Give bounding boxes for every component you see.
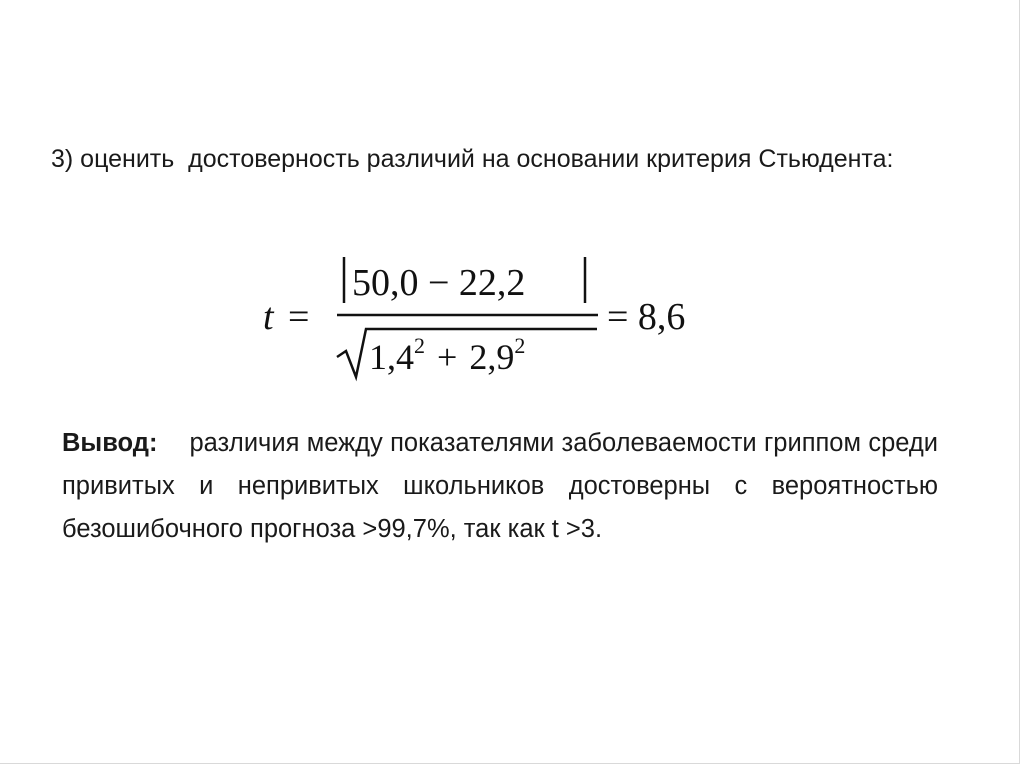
formula-result: = 8,6: [607, 296, 686, 338]
radicand: [369, 333, 525, 377]
radicand-plus: +: [437, 337, 458, 377]
conclusion-label: Вывод:: [62, 429, 158, 457]
task-heading: 3) оценить достоверность различий на основании критерия Стьюдента:: [51, 145, 894, 173]
radicand-term1-exp: 2: [414, 333, 425, 358]
conclusion-text: различия между показателями заболеваемости гриппом среди привитых и непривитых школьников достоверны с вероятностью безошибочного прогноза >99,7%, так как t >3.: [62, 429, 938, 543]
formula-equals-sign: =: [288, 296, 310, 338]
formula-graphic: [255, 245, 735, 390]
formula-t-symbol: t: [263, 296, 274, 338]
student-t-formula: [255, 245, 735, 390]
radicand-term2-base: 2,9: [469, 337, 515, 377]
radicand-term1-base: 1,4: [369, 337, 414, 377]
conclusion-paragraph: [62, 422, 938, 551]
formula-numerator: 50,0 − 22,2: [352, 262, 526, 304]
radicand-term2-exp: 2: [514, 333, 526, 358]
